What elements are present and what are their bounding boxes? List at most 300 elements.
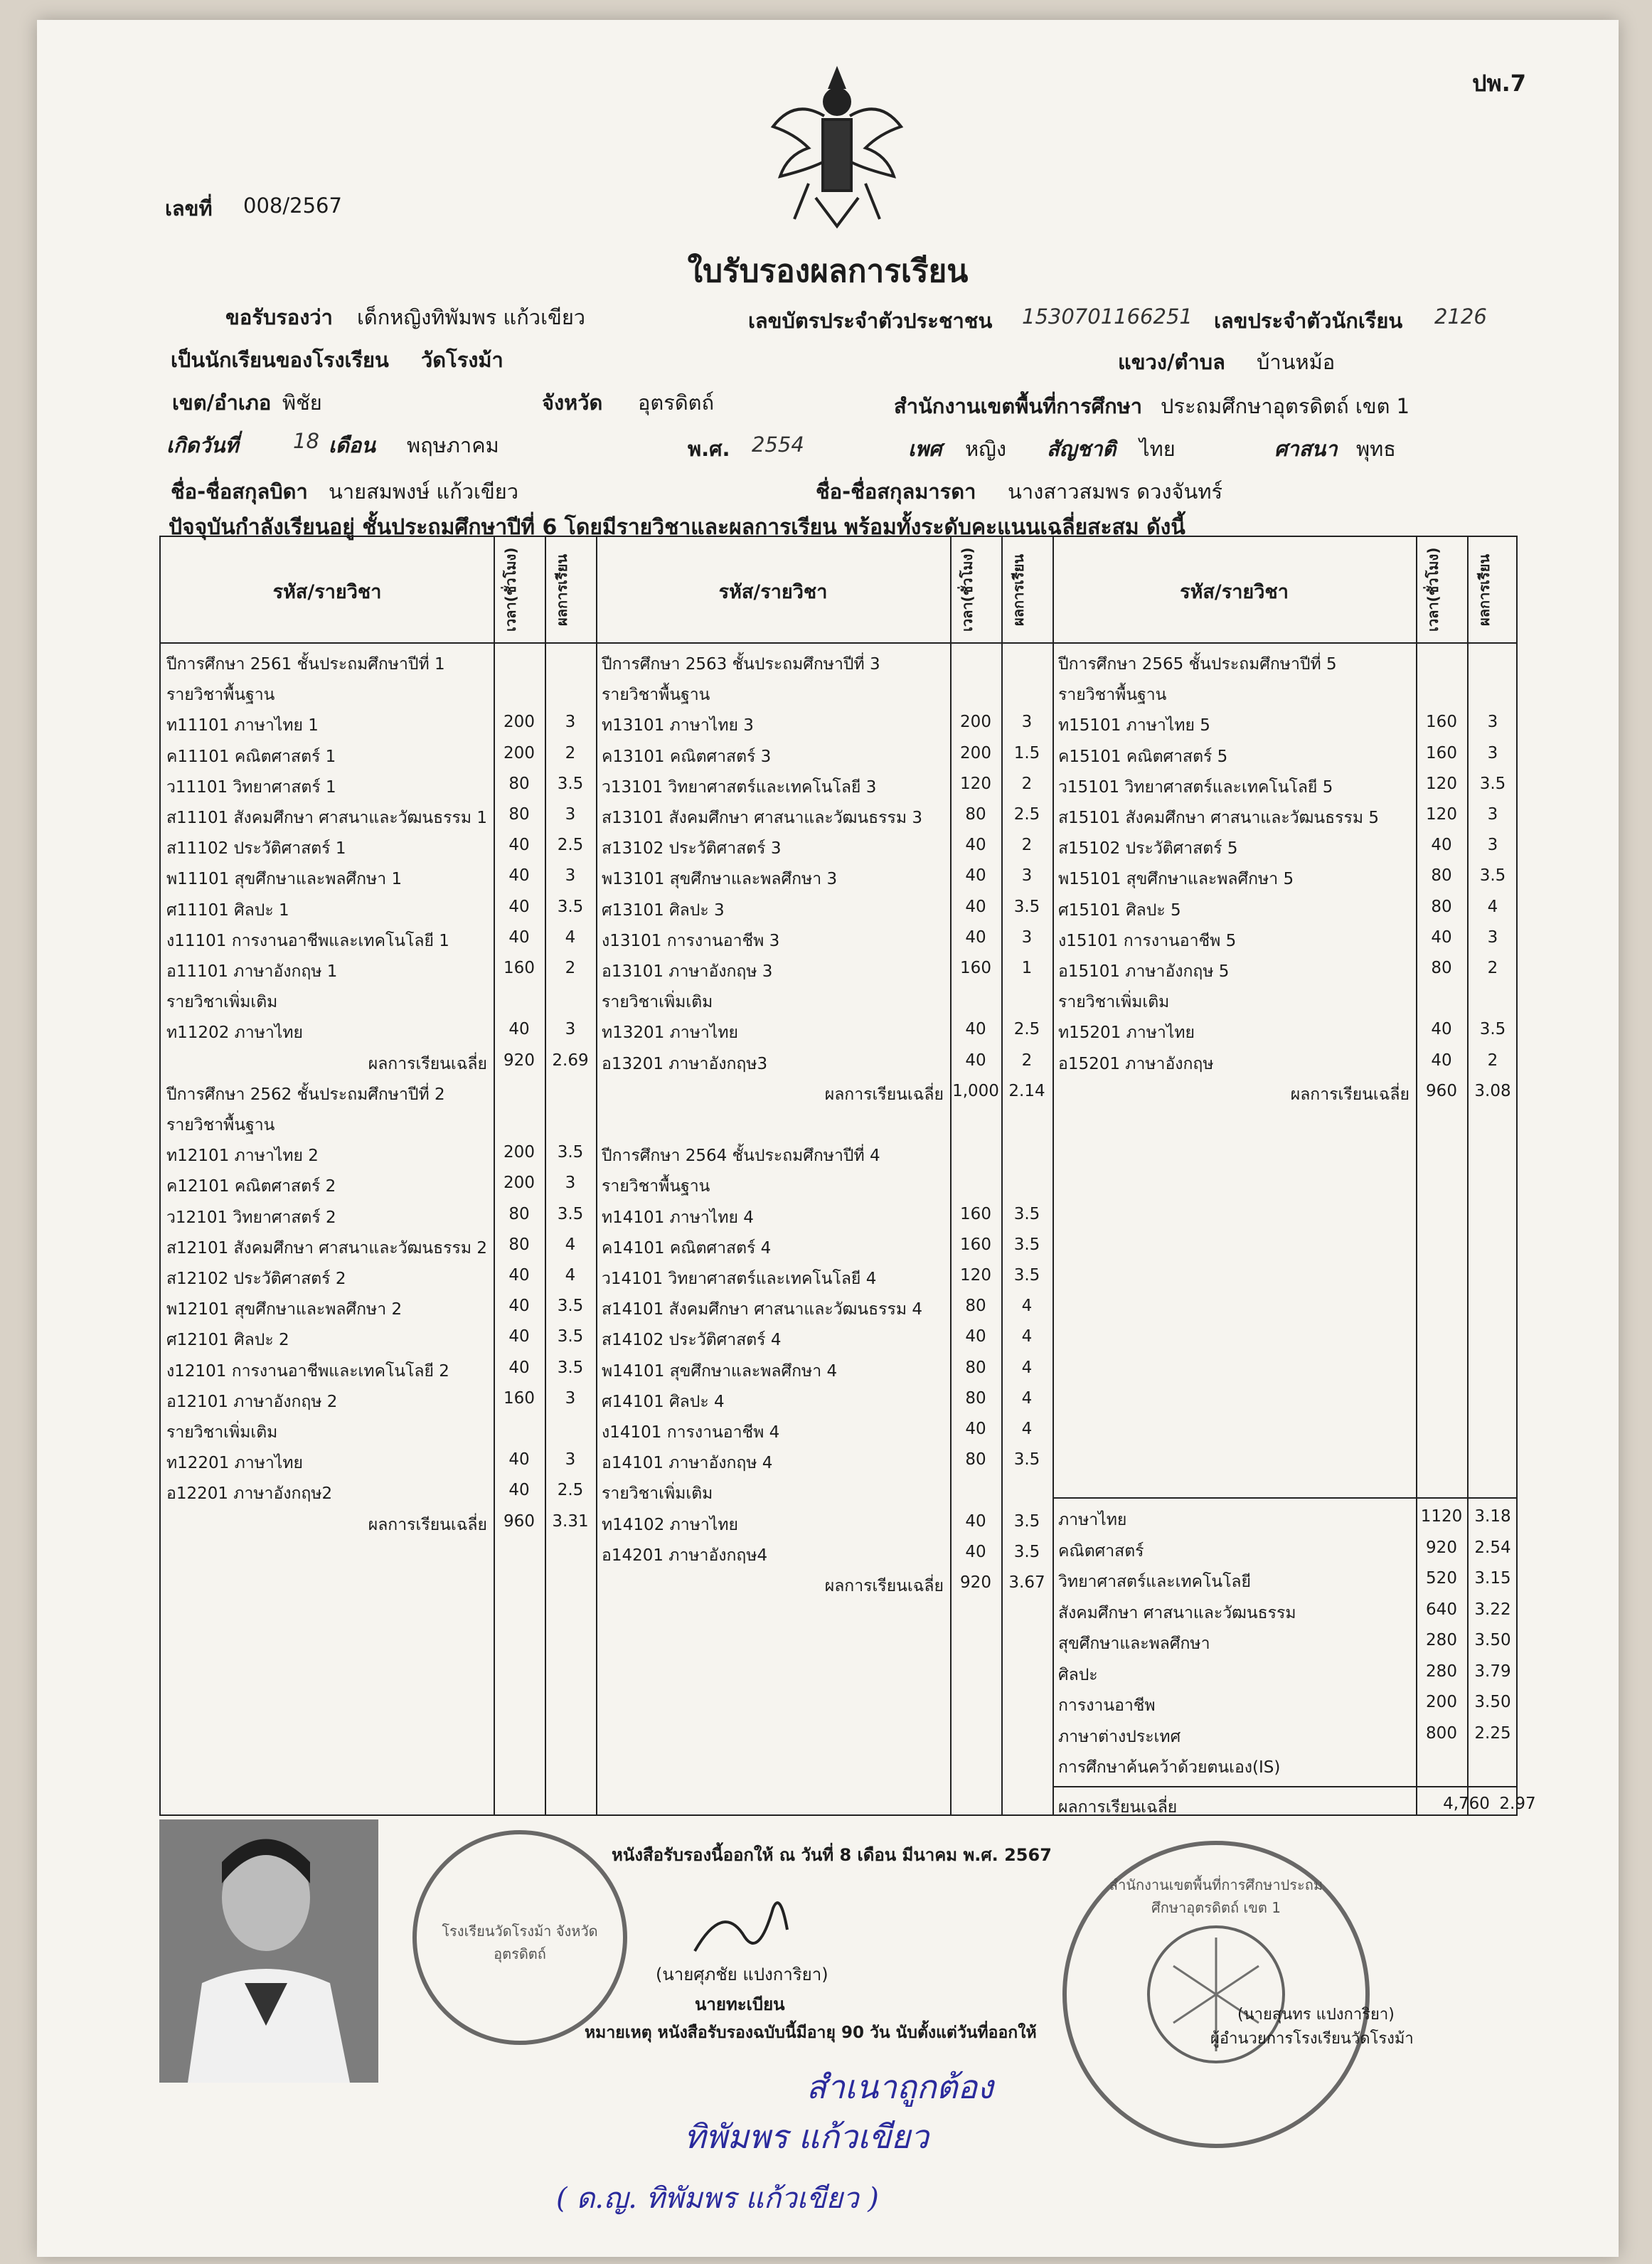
grade-cell: 3.08: [1474, 1081, 1511, 1100]
grade-cell: 3.5: [1479, 866, 1506, 886]
hours-cell: 40: [1431, 928, 1452, 947]
grade-cell: 1: [1021, 959, 1033, 977]
hours-cell: 40: [508, 1297, 530, 1316]
header-separator: [161, 642, 1516, 644]
grade-cell: 2: [1021, 836, 1033, 855]
area-office: ประถมศึกษาอุตรดิตถ์ เขต 1: [1161, 394, 1410, 418]
school-name: วัดโรงม้า: [421, 348, 503, 372]
current-study-text: ปัจจุบันกำลังเรียนอยู่ ชั้นประถมศึกษาปีที่ 6 โดยมีรายวิชาและผลการเรียน พร้อมทั้งระดับคะแนนเฉลี่ยสะสม ดังนี้: [169, 515, 1185, 540]
subject-row: [161, 955, 596, 986]
hours-cell: 920: [960, 1573, 991, 1592]
subject-name: ท11101 ภาษาไทย 1: [166, 716, 319, 735]
summary-grade: 2.25: [1474, 1723, 1511, 1743]
subject-row: [596, 1415, 1053, 1447]
subject-row: [1053, 831, 1518, 863]
subject-name: รายวิชาพื้นฐาน: [602, 686, 710, 705]
hours-cell: 80: [508, 1235, 530, 1254]
grade-cell: 2.5: [1013, 805, 1040, 824]
hours-cell: 960: [1426, 1081, 1457, 1100]
subject-row: [161, 708, 596, 740]
grade-cell: 4: [565, 1266, 576, 1285]
school-label: เป็นนักเรียนของโรงเรียน: [171, 348, 389, 372]
summary-row: [1053, 1565, 1518, 1596]
subject-name: รายวิชาพื้นฐาน: [166, 1116, 275, 1134]
subject-row: [161, 862, 596, 893]
hours-cell: 200: [960, 743, 991, 762]
subject-row: [161, 1292, 596, 1324]
subject-header: รหัส/รายวิชา: [272, 581, 382, 603]
summary-total-hours: 4,760: [1443, 1795, 1490, 1813]
subject-name: รายวิชาเพิ่มเติม: [1058, 993, 1170, 1012]
nationality-label: สัญชาติ: [1047, 437, 1117, 461]
subject-name: พ13101 สุขศึกษาและพลศึกษา 3: [602, 870, 838, 889]
grade-cell: 3.5: [557, 1297, 584, 1316]
handwritten-signature: ทิพัมพร แก้วเขียว: [684, 2117, 929, 2156]
mother-label: ชื่อ-ชื่อสกุลมารดา: [816, 479, 976, 504]
sex-label: เพศ: [908, 437, 942, 461]
school-stamp: [412, 1830, 627, 2045]
subject-row: [161, 1415, 596, 1447]
subject-name: อ12101 ภาษาอังกฤษ 2: [166, 1392, 338, 1411]
subject-name: ปีการศึกษา 2565 ชั้นประถมศึกษาปีที่ 5: [1058, 655, 1337, 674]
summary-subject: สังคมศึกษา ศาสนาและวัฒนธรรม: [1058, 1603, 1296, 1622]
hours-cell: 40: [508, 928, 530, 947]
hours-cell: 160: [960, 1204, 991, 1223]
subject-row: [161, 985, 596, 1016]
grade-cell: 3: [565, 1174, 576, 1193]
hours-cell: 920: [503, 1051, 535, 1070]
student-portrait-icon: [159, 1819, 378, 2083]
grade-cell: 3.67: [1008, 1573, 1045, 1592]
birth-year: 2554: [752, 432, 804, 457]
subject-name: ว14101 วิทยาศาสตร์และเทคโนโลยี 4: [602, 1270, 877, 1288]
subject-name: ว12101 วิทยาศาสตร์ 2: [166, 1208, 336, 1227]
grade-cell: 2: [1021, 774, 1033, 793]
subject-row: [1053, 924, 1518, 955]
subject-name: ท15201 ภาษาไทย: [1058, 1024, 1195, 1043]
summary-top-line: [1053, 1497, 1516, 1499]
subject-row: [161, 1201, 596, 1232]
grade-cell: 3: [1021, 928, 1033, 947]
subject-name: อ11101 ภาษาอังกฤษ 1: [166, 962, 338, 981]
subject-name: รายวิชาเพิ่มเติม: [166, 1423, 278, 1442]
subject-name: อ13201 ภาษาอังกฤษ3: [602, 1054, 768, 1073]
grade-cell: 3.5: [557, 1327, 584, 1346]
school-stamp-text: โรงเรียนวัดโรงม้า จังหวัดอุตรดิตถ์: [442, 1923, 598, 1962]
subject-name: พ14101 สุขศึกษาและพลศึกษา 4: [602, 1361, 838, 1381]
student-id: 2126: [1434, 304, 1487, 329]
garuda-emblem-icon: [766, 55, 908, 233]
subject-row: [1053, 862, 1518, 893]
hours-cell: 960: [503, 1511, 535, 1531]
grade-cell: 3.5: [1013, 1235, 1040, 1254]
subject-name: ศ13101 ศิลปะ 3: [602, 900, 725, 920]
student-name: เด็กหญิงทิพัมพร แก้วเขียว: [357, 305, 586, 329]
summary-hours: 200: [1426, 1693, 1457, 1711]
subject-name: ว13101 วิทยาศาสตร์และเทคโนโลยี 3: [602, 777, 877, 797]
document-code: ปพ.7: [1472, 70, 1526, 97]
hours-cell: 40: [508, 836, 530, 855]
hours-cell: 40: [1431, 1020, 1452, 1039]
registrar-name: (นายศุภชัย แปงการิยา): [656, 1965, 828, 1984]
summary-subject: สุขศึกษาและพลศึกษา: [1058, 1635, 1210, 1653]
hours-cell: 80: [508, 805, 530, 824]
summary-row: [1053, 1596, 1518, 1627]
subject-row: [161, 1078, 596, 1109]
hours-cell: 80: [965, 805, 986, 824]
subject-name: ศ15101 ศิลปะ 5: [1058, 900, 1181, 920]
summary-subject: การงานอาชีพ: [1058, 1696, 1156, 1715]
subject-row: [596, 1169, 1053, 1201]
hours-cell: 40: [965, 1511, 986, 1531]
subject-row: [596, 740, 1053, 771]
subject-name: ง13101 การงานอาชีพ 3: [602, 931, 780, 950]
subject-row: [161, 740, 596, 771]
subject-name: ค12101 คณิตศาสตร์ 2: [166, 1177, 336, 1196]
subject-name: รายวิชาเพิ่มเติม: [602, 1484, 713, 1504]
summary-hours: 800: [1426, 1723, 1457, 1743]
subject-row: [596, 924, 1053, 955]
subject-name: ง12101 การงานอาชีพและเทคโนโลยี 2: [166, 1361, 449, 1381]
mother-name: นางสาวสมพร ดวงจันทร์: [1008, 479, 1223, 504]
summary-row: [1053, 1534, 1518, 1566]
hours-cell: 160: [503, 959, 535, 977]
doc-number-label: เลขที่: [165, 196, 213, 220]
summary-grade: 3.22: [1474, 1600, 1511, 1619]
subject-row: [161, 801, 596, 832]
grade-cell: 4: [1021, 1388, 1033, 1408]
summary-hours: 280: [1426, 1631, 1457, 1649]
subject-name: ปีการศึกษา 2561 ชั้นประถมศึกษาปีที่ 1: [166, 655, 445, 674]
average-label: ผลการเรียนเฉลี่ย: [368, 1054, 487, 1073]
grade-cell: 4: [1021, 1420, 1033, 1438]
province: อุตรดิตถ์: [638, 390, 715, 415]
summary-grade: 3.50: [1474, 1693, 1511, 1711]
subject-row: [161, 678, 596, 709]
average-row: [1053, 1078, 1518, 1109]
subject-row: [161, 647, 596, 679]
subject-row: [596, 1508, 1053, 1539]
id-card-number: 1530701166251: [1022, 304, 1193, 329]
district-stamp-text: สำนักงานเขตพื้นที่การศึกษาประถมศึกษาอุตรดิตถ์ เขต 1: [1109, 1876, 1323, 1916]
grade-cell: 2: [565, 743, 576, 762]
grade-header: ผลการเรียน: [1010, 553, 1027, 626]
subject-row: [1053, 801, 1518, 832]
subject-row: [596, 985, 1053, 1016]
subject-row: [161, 1108, 596, 1139]
subject-name: ค11101 คณิตศาสตร์ 1: [166, 747, 336, 766]
grade-cell: 3.5: [1013, 1266, 1040, 1285]
grade-cell: 3.5: [1013, 1450, 1040, 1470]
subject-row: [1053, 1016, 1518, 1047]
subject-name: ส14102 ประวัติศาสตร์ 4: [602, 1331, 782, 1350]
grade-cell: 3.5: [1013, 897, 1040, 916]
district: พิชัย: [282, 390, 322, 415]
grade-cell: 3: [1487, 805, 1498, 824]
hours-cell: 120: [960, 1266, 991, 1285]
nationality: ไทย: [1139, 437, 1176, 461]
subject-row: [161, 1139, 596, 1170]
hours-cell: 1,000: [952, 1081, 999, 1100]
page-title: ใบรับรองผลการเรียน: [687, 253, 969, 289]
hours-cell: 40: [508, 866, 530, 886]
subject-row: [161, 924, 596, 955]
summary-hours: 1120: [1420, 1507, 1463, 1526]
grade-cell: 2.5: [1013, 1020, 1040, 1039]
grade-cell: 3.5: [557, 1204, 584, 1223]
subject-name: ว15101 วิทยาศาสตร์และเทคโนโลยี 5: [1058, 777, 1333, 797]
subject-row: [161, 1262, 596, 1293]
subject-name: ศ12101 ศิลปะ 2: [166, 1331, 289, 1350]
subject-row: [1053, 1047, 1518, 1078]
grade-cell: 3.5: [557, 774, 584, 793]
grade-cell: 3.5: [1013, 1204, 1040, 1223]
subject-name: ท11202 ภาษาไทย: [166, 1024, 303, 1043]
hours-cell: 200: [503, 1174, 535, 1193]
summary-subject: ภาษาไทย: [1058, 1511, 1127, 1529]
grade-cell: 3.5: [1013, 1511, 1040, 1531]
average-label: ผลการเรียนเฉลี่ย: [824, 1085, 944, 1104]
student-id-label: เลขประจำตัวนักเรียน: [1214, 309, 1403, 333]
birth-year-label: พ.ศ.: [688, 437, 730, 461]
grade-cell: 3: [1021, 713, 1033, 732]
grade-cell: 2: [1021, 1051, 1033, 1070]
subject-name: ท14101 ภาษาไทย 4: [602, 1208, 754, 1227]
subject-name: ส11101 สังคมศึกษา ศาสนาและวัฒนธรรม 1: [166, 809, 487, 827]
subject-name: ง15101 การงานอาชีพ 5: [1058, 931, 1237, 950]
grade-cell: 4: [1021, 1297, 1033, 1316]
hours-cell: 40: [508, 1266, 530, 1285]
hours-cell: 40: [508, 1327, 530, 1346]
subject-row: [1053, 678, 1518, 709]
subdistrict-label: แขวง/ตำบล: [1118, 350, 1225, 374]
subject-name: ง11101 การงานอาชีพและเทคโนโลยี 1: [166, 931, 449, 950]
subject-name: อ15101 ภาษาอังกฤษ 5: [1058, 962, 1230, 981]
subdistrict: บ้านหม้อ: [1257, 350, 1336, 374]
subject-row: [596, 647, 1053, 679]
hours-cell: 200: [503, 743, 535, 762]
subject-name: อ14101 ภาษาอังกฤษ 4: [602, 1454, 773, 1473]
grade-cell: 2.14: [1008, 1081, 1045, 1100]
grade-cell: 3: [1487, 743, 1498, 762]
province-label: จังหวัด: [542, 390, 603, 415]
summary-grade: 3.79: [1474, 1662, 1511, 1681]
hours-cell: 40: [965, 1327, 986, 1346]
grade-cell: 2: [1487, 1051, 1498, 1070]
subject-row: [596, 708, 1053, 740]
subject-row: [161, 831, 596, 863]
hours-cell: 40: [508, 1358, 530, 1377]
hours-cell: 40: [965, 836, 986, 855]
subject-row: [1053, 893, 1518, 925]
validity-note: หมายเหตุ หนังสือรับรองฉบับนี้มีอายุ 90 วัน นับตั้งแต่วันที่ออกให้: [585, 2024, 1037, 2042]
subject-row: [596, 770, 1053, 802]
religion: พุทธ: [1356, 437, 1396, 461]
district-label: เขต/อำเภอ: [172, 390, 272, 415]
subject-name: ส15102 ประวัติศาสตร์ 5: [1058, 839, 1238, 859]
average-label: ผลการเรียนเฉลี่ย: [824, 1577, 944, 1595]
hours-cell: 80: [965, 1358, 986, 1377]
handwritten-name: ( ด.ญ. ทิพัมพร แก้วเขียว ): [556, 2182, 879, 2215]
grade-cell: 3.5: [1479, 774, 1506, 793]
grade-cell: 3: [1487, 928, 1498, 947]
grade-header: ผลการเรียน: [553, 553, 570, 626]
subject-row: [596, 1292, 1053, 1324]
subject-row: [1053, 708, 1518, 740]
subject-name: รายวิชาพื้นฐาน: [602, 1177, 710, 1196]
subject-name: ศ14101 ศิลปะ 4: [602, 1392, 725, 1411]
subject-row: [596, 1201, 1053, 1232]
subject-row: [1053, 955, 1518, 986]
hours-cell: 40: [965, 1020, 986, 1039]
hours-cell: 40: [965, 866, 986, 886]
subject-row: [596, 1262, 1053, 1293]
grade-cell: 3.5: [1013, 1542, 1040, 1561]
hours-cell: 80: [965, 1450, 986, 1470]
summary-subject: ศิลปะ: [1058, 1665, 1098, 1684]
area-office-label: สำนักงานเขตพื้นที่การศึกษา: [894, 394, 1143, 418]
father-name: นายสมพงษ์ แก้วเขียว: [329, 479, 519, 504]
summary-row: [1053, 1720, 1518, 1751]
grade-cell: 3: [565, 805, 576, 824]
subject-row: [596, 955, 1053, 986]
subject-row: [161, 1169, 596, 1201]
hours-cell: 40: [508, 1481, 530, 1500]
subject-name: ปีการศึกษา 2563 ชั้นประถมศึกษาปีที่ 3: [602, 655, 880, 674]
subject-name: ปีการศึกษา 2562 ชั้นประถมศึกษาปีที่ 2: [166, 1085, 445, 1104]
subject-name: พ12101 สุขศึกษาและพลศึกษา 2: [166, 1300, 403, 1319]
hours-header: เวลา(ชั่วโมง): [502, 547, 519, 632]
hours-cell: 40: [1431, 836, 1452, 855]
average-row: [596, 1078, 1053, 1109]
subject-row: [161, 1231, 596, 1263]
grade-cell: 4: [565, 928, 576, 947]
birth-day: 18: [293, 429, 319, 453]
subject-name: รายวิชาเพิ่มเติม: [166, 993, 278, 1012]
subject-row: [596, 831, 1053, 863]
hours-header: เวลา(ชั่วโมง): [1424, 547, 1441, 632]
registrar-signature-icon: [681, 1887, 809, 1965]
subject-name: พ11101 สุขศึกษาและพลศึกษา 1: [166, 870, 403, 889]
grade-cell: 2: [1487, 959, 1498, 977]
subject-row: [161, 1354, 596, 1386]
subject-name: อ15201 ภาษาอังกฤษ: [1058, 1054, 1214, 1073]
subject-row: [161, 770, 596, 802]
subject-name: ท12201 ภาษาไทย: [166, 1454, 303, 1473]
subject-row: [161, 893, 596, 925]
grade-cell: 3: [1487, 713, 1498, 732]
district-office-stamp: [1062, 1841, 1370, 2148]
grade-cell: 3: [565, 866, 576, 886]
grade-cell: 2: [565, 959, 576, 977]
hours-cell: 40: [1431, 1051, 1452, 1070]
subject-row: [596, 1323, 1053, 1354]
grade-cell: 4: [1021, 1327, 1033, 1346]
subject-row: [596, 1477, 1053, 1508]
subject-name: ง14101 การงานอาชีพ 4: [602, 1423, 780, 1442]
subject-name: รายวิชาพื้นฐาน: [1058, 686, 1167, 705]
subject-name: ปีการศึกษา 2564 ชั้นประถมศึกษาปีที่ 4: [602, 1147, 880, 1166]
religion-label: ศาสนา: [1274, 437, 1338, 461]
subject-row: [596, 893, 1053, 925]
subject-row: [1053, 985, 1518, 1016]
grade-cell: 3: [1021, 866, 1033, 886]
director-name: (นายสุนทร แปงการิยา): [1237, 2006, 1395, 2024]
grade-cell: 2.5: [557, 1481, 584, 1500]
subject-name: ค15101 คณิตศาสตร์ 5: [1058, 747, 1228, 766]
grades-table: [159, 536, 1536, 1817]
document-page: [37, 20, 1619, 2257]
hours-cell: 80: [508, 1204, 530, 1223]
id-card-label: เลขบัตรประจำตัวประชาชน: [748, 309, 993, 333]
subject-row: [161, 1477, 596, 1508]
subject-name: รายวิชาพื้นฐาน: [166, 686, 275, 705]
issue-date: หนังสือรับรองนี้ออกให้ ณ วันที่ 8 เดือน มีนาคม พ.ศ. 2567: [612, 1845, 1052, 1865]
subject-name: รายวิชาเพิ่มเติม: [602, 993, 713, 1012]
subject-name: ส13102 ประวัติศาสตร์ 3: [602, 839, 782, 859]
subject-name: ค14101 คณิตศาสตร์ 4: [602, 1238, 772, 1258]
subject-name: พ15101 สุขศึกษาและพลศึกษา 5: [1058, 870, 1294, 889]
doc-number: 008/2567: [243, 193, 342, 218]
student-photo: [159, 1819, 378, 2083]
summary-row: [1053, 1503, 1518, 1534]
subject-name: ส12101 สังคมศึกษา ศาสนาและวัฒนธรรม 2: [166, 1238, 487, 1258]
summary-grade: 2.54: [1474, 1538, 1511, 1557]
subject-row: [596, 1446, 1053, 1477]
hours-cell: 40: [508, 1020, 530, 1039]
grade-cell: 2.69: [552, 1051, 589, 1070]
subject-name: ท14102 ภาษาไทย: [602, 1515, 738, 1534]
summary-row: [1053, 1658, 1518, 1689]
grade-cell: 3: [565, 1388, 576, 1408]
hours-cell: 80: [1431, 866, 1452, 886]
grade-cell: 3.5: [557, 1358, 584, 1377]
sex: หญิง: [965, 437, 1006, 461]
summary-hours: 640: [1426, 1600, 1457, 1619]
summary-subject: วิทยาศาสตร์และเทคโนโลยี: [1058, 1573, 1251, 1591]
grade-header: ผลการเรียน: [1476, 553, 1493, 626]
average-row: [596, 1569, 1053, 1600]
hours-cell: 120: [960, 774, 991, 793]
grade-cell: 3.5: [557, 897, 584, 916]
hours-cell: 40: [965, 1051, 986, 1070]
subject-row: [1053, 647, 1518, 679]
subject-row: [596, 862, 1053, 893]
grade-cell: 2.5: [557, 836, 584, 855]
father-label: ชื่อ-ชื่อสกุลบิดา: [171, 479, 308, 504]
subject-row: [161, 1446, 596, 1477]
subject-row: [596, 1538, 1053, 1570]
summary-row: [1053, 1689, 1518, 1720]
hours-cell: 80: [965, 1297, 986, 1316]
registrar-title: นายทะเบียน: [695, 1994, 785, 2014]
subject-name: ค13101 คณิตศาสตร์ 3: [602, 747, 772, 766]
grade-cell: 3.5: [1479, 1020, 1506, 1039]
subject-row: [596, 1139, 1053, 1170]
subject-header: รหัส/รายวิชา: [1180, 581, 1289, 603]
average-row: [161, 1047, 596, 1078]
summary-total-line: [1053, 1786, 1516, 1787]
subject-name: ส11102 ประวัติศาสตร์ 1: [166, 839, 346, 859]
certify-label: ขอรับรองว่า: [225, 305, 333, 329]
grade-cell: 3: [1487, 836, 1498, 855]
subject-row: [596, 1016, 1053, 1047]
subject-name: ส12102 ประวัติศาสตร์ 2: [166, 1270, 346, 1288]
subject-row: [1053, 770, 1518, 802]
grade-cell: 4: [565, 1235, 576, 1254]
summary-subject: คณิตศาสตร์: [1058, 1541, 1144, 1561]
hours-cell: 160: [960, 959, 991, 977]
